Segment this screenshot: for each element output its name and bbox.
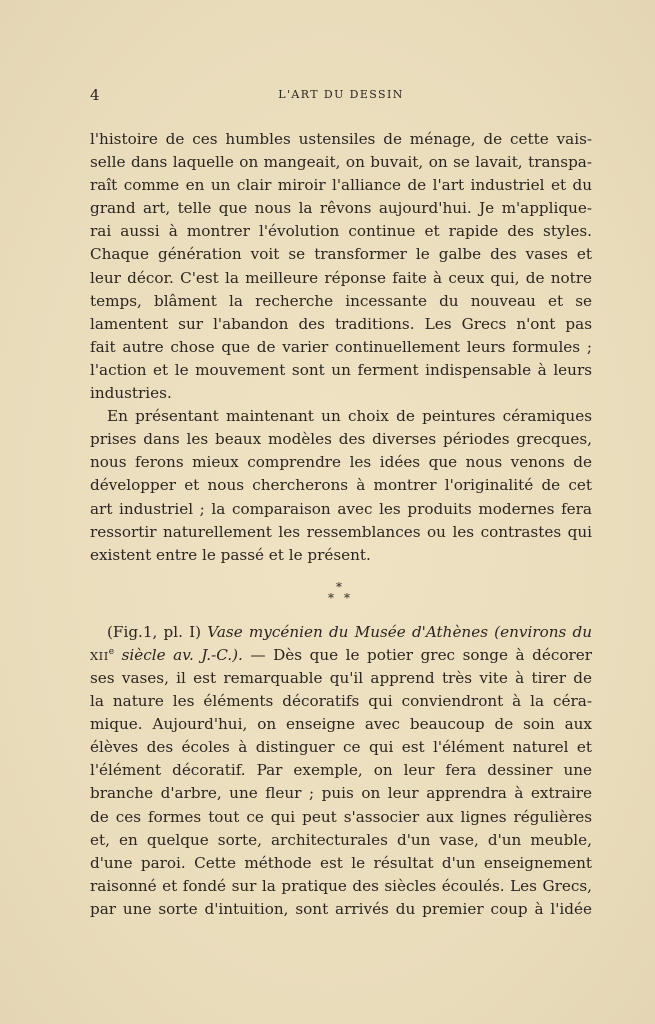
asterism-separator bbox=[90, 575, 592, 621]
text-line: Chaque génération voit se transformer le galbe des vases et bbox=[90, 245, 592, 264]
text-line: art industriel ; la comparaison avec les produits modernes fera bbox=[90, 499, 592, 518]
text-line: ressortir naturellement les ressemblances ou les contrastes qui bbox=[90, 522, 592, 541]
text-line: élèves des écoles à distinguer ce qui est l'élément naturel et bbox=[90, 738, 592, 757]
figure-caption-line bbox=[90, 621, 592, 644]
text-line: grand art, telle que nous la rêvons aujourd'hui. Je m'applique- bbox=[90, 199, 592, 218]
text-line: l'élément décoratif. Par exemple, on leur fera dessiner une bbox=[90, 761, 592, 780]
text-line: l'action et le mouvement sont un ferment indispensable à leurs bbox=[90, 360, 592, 379]
century-suffix: e bbox=[108, 646, 115, 657]
text-line: raisonné et fondé sur la pratique des siècles écoulés. Les Grecs, bbox=[90, 876, 592, 895]
asterism-star: * bbox=[328, 590, 334, 605]
paragraph-3 bbox=[90, 621, 592, 921]
text-fragment: — Dès que le potier grec songe à décorer bbox=[242, 645, 592, 664]
text-line: rai aussi à montrer l'évolution continue et rapide des styles. bbox=[90, 222, 592, 241]
figure-caption-continued: siècle av. J.-C.). bbox=[114, 645, 243, 664]
text-line: nous ferons mieux comprendre les idées que nous venons de bbox=[90, 453, 592, 472]
figure-reference: (Fig.1, pl. I) bbox=[107, 622, 208, 641]
text-line: développer et nous chercherons à montrer l'originalité de cet bbox=[90, 476, 592, 495]
text-line: prises dans les beaux modèles des diverses périodes grecques, bbox=[90, 430, 592, 449]
text-line: par une sorte d'intuition, sont arrivés du premier coup à l'idée bbox=[90, 899, 592, 918]
text-line bbox=[90, 644, 592, 667]
running-header bbox=[90, 86, 592, 110]
text-line: temps, blâment la recherche incessante du nouveau et se bbox=[90, 291, 592, 310]
text-line: la nature les éléments décoratifs qui conviendront à la céra- bbox=[90, 692, 592, 711]
book-page bbox=[90, 86, 592, 921]
text-line: raît comme en un clair miroir l'alliance de l'art industriel et du bbox=[90, 176, 592, 195]
figure-caption: Vase mycénien du Musée d'Athènes (environs du bbox=[207, 622, 592, 641]
text-line: leur décor. C'est la meilleure réponse faite à ceux qui, de notre bbox=[90, 268, 592, 287]
page-number: 4 bbox=[90, 86, 100, 104]
text-line: mique. Aujourd'hui, on enseigne avec beaucoup de soin aux bbox=[90, 715, 592, 734]
text-line: branche d'arbre, une fleur ; puis on leur apprendra à extraire bbox=[90, 784, 592, 803]
text-line: existent entre le passé et le présent. bbox=[90, 545, 371, 564]
text-line: industries. bbox=[90, 384, 172, 403]
text-line: ses vases, il est remarquable qu'il apprend très vite à tirer de bbox=[90, 668, 592, 687]
text-line: selle dans laquelle on mangeait, on buvait, on se lavait, transpa- bbox=[90, 153, 592, 172]
text-line: d'une paroi. Cette méthode est le résultat d'un enseignement bbox=[90, 853, 592, 872]
paragraph-1 bbox=[90, 128, 592, 405]
text-line: En présentant maintenant un choix de peintures céramiques bbox=[107, 407, 592, 426]
paragraph-2 bbox=[90, 405, 592, 567]
text-line: l'histoire de ces humbles ustensiles de ménage, de cette vais- bbox=[90, 130, 592, 148]
century-numeral: XII bbox=[90, 648, 109, 663]
text-line: fait autre chose que de varier continuellement leurs formules ; bbox=[90, 337, 592, 356]
running-title: L'ART DU DESSIN bbox=[278, 88, 404, 101]
asterism-star: * bbox=[344, 590, 350, 605]
text-line: de ces formes tout ce qui peut s'associer aux lignes régulières bbox=[90, 807, 592, 826]
text-line: lamentent sur l'abandon des traditions. Les Grecs n'ont pas bbox=[90, 314, 592, 333]
asterism-star: * bbox=[336, 579, 342, 594]
text-line: et, en quelque sorte, architecturales d'un vase, d'un meuble, bbox=[90, 830, 592, 849]
